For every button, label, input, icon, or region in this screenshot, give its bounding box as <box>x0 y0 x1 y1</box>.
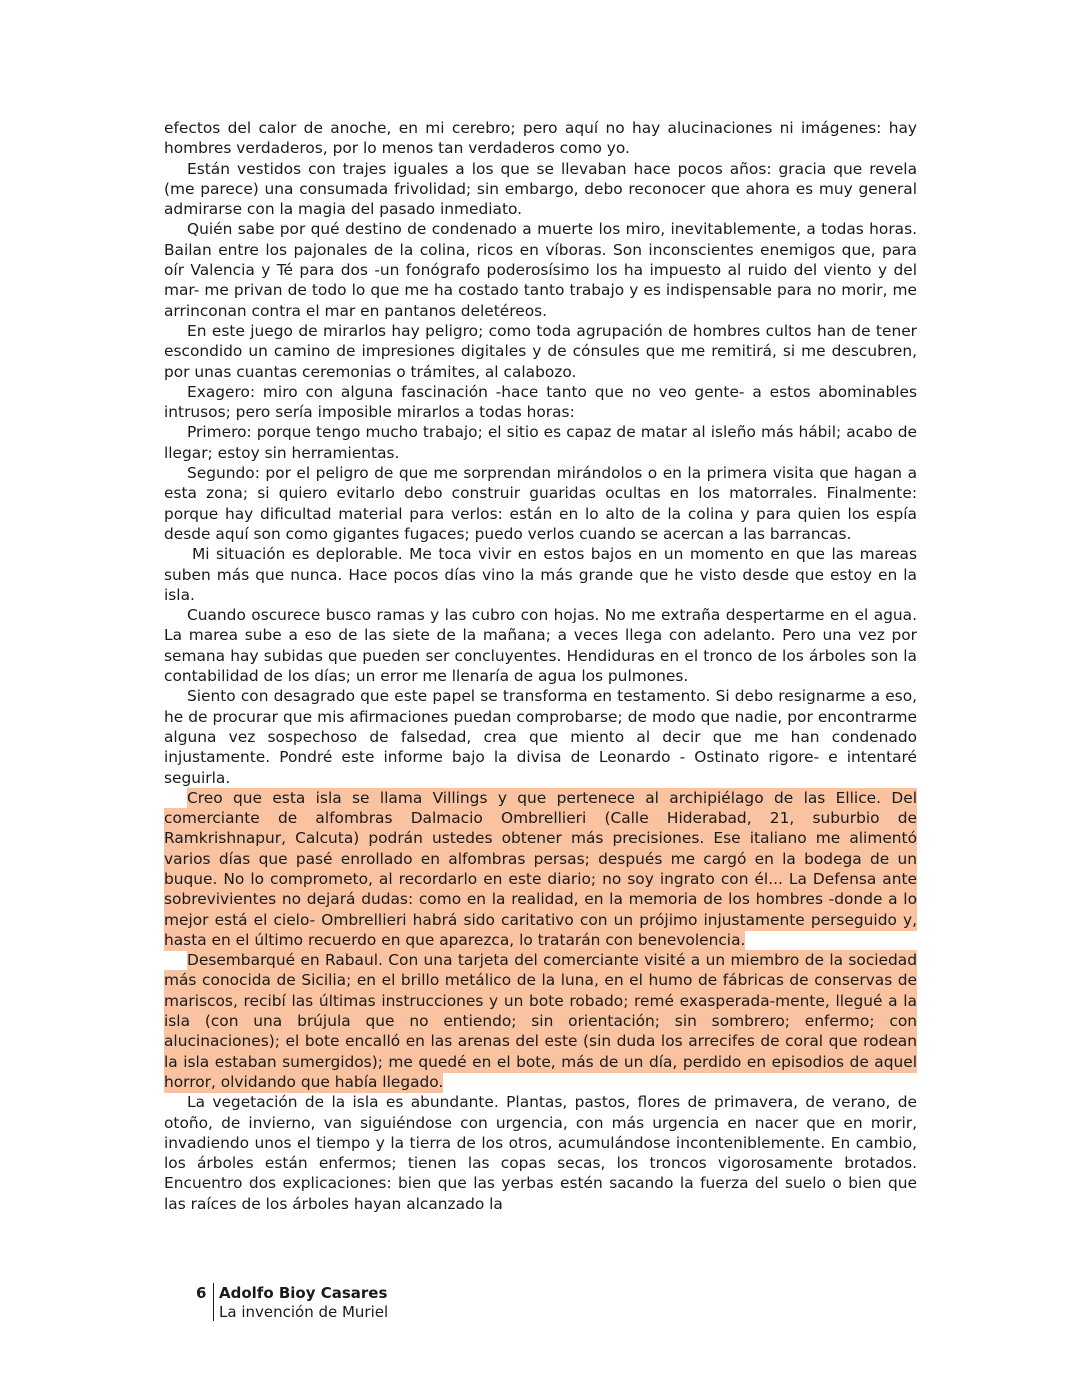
paragraph-9 <box>164 605 917 686</box>
paragraph-6-text: Primero: porque tengo mucho trabajo; el sitio es capaz de matar al isleño más hábil; acabo de llegar; estoy sin herramientas. <box>164 423 917 462</box>
paragraph-4-text: En este juego de mirarlos hay peligro; como toda agrupación de hombres cultos han de tener escondido un camino de impresiones digitales y de cónsules que me remitirá, si me descubren, por unas cuantas ceremonias o trámites, al calabozo. <box>164 321 917 381</box>
body-text <box>164 118 917 1214</box>
footer-divider <box>213 1283 214 1321</box>
highlighted-paragraph-2-text: Desembarqué en Rabaul. Con una tarjeta del comerciante visité a un miembro de la sociedad más conocida de Sicilia; en el brillo metálico de la luna, en el humo de fábricas de conservas de mariscos, recibí las últimas instrucciones y un bote robado; remé exasperada-mente, llegué a la isla (con una brújula que no entiendo; sin orientación; sin sombrero; enfermo; con alucinaciones); el bote encalló en las arenas del este (sin duda los arrecifes de coral que rodean la isla estaban sumergidos); me quedé en el bote, más de un día, perdido en episodios de aquel horror, olvidando que había llegado. <box>164 951 917 1091</box>
paragraph-10-text: Siento con desagrado que este papel se transforma en testamento. Si debo resignarme a eso, he de procurar que mis afirmaciones puedan comprobarse; de modo que nadie, por encontrarme alguna vez sospechoso de falsedad, crea que miento al decir que me han condenado injustamente. Pondré este informe bajo la divisa de Leonardo - Ostinato rigore- e intentaré seguirla. <box>164 687 917 787</box>
paragraph-7 <box>164 463 917 544</box>
highlighted-paragraph-2 <box>164 950 917 1092</box>
paragraph-10 <box>164 686 917 787</box>
highlighted-paragraph-1-text: Creo que esta isla se llama Villings y que pertenece al archipiélago de las Ellice. Del comerciante de alfombras Dalmacio Ombrellieri (Calle Hiderabad, 21, suburbio de Ramkrishnapur, Calcuta) podrán ustedes obtener más precisiones. Ese italiano me alimentó varios días que pasé enrollado en alfombras persas; después me cargó en la bodega de un buque. No lo comprometo, al recordarlo en este diario; no soy ingrato con él... La Defensa ante sobrevivientes no dejará dudas: como en la realidad, en la memoria de los hombres -donde a lo mejor está el cielo- Ombrellieri habrá sido caritativo con un prójimo injustamente perseguido y, hasta en el último recuerdo en que aparezca, lo tratarán con benevolencia. <box>164 788 917 949</box>
footer-book-title: La invención de Muriel <box>219 1303 389 1321</box>
paragraph-13 <box>164 1092 917 1214</box>
paragraph-1-text: efectos del calor de anoche, en mi cerebro; pero aquí no hay alucinaciones ni imágenes: hay hombres verdaderos, por lo menos tan verdaderos como yo. <box>164 119 917 158</box>
paragraph-6 <box>164 422 917 463</box>
paragraph-5 <box>164 382 917 423</box>
paragraph-3-text: Quién sabe por qué destino de condenado a muerte los miro, inevitablemente, a todas horas. Bailan entre los pajonales de la colina, ricos en víboras. Son inconscientes enemigos que, para oír Valencia y Té para dos -un fonógrafo poderosísimo los ha impuesto al ruido del viento y del mar- me privan de todo lo que me ha costado tanto trabajo y es indispensable para no morir, me arrinconan contra el mar en pantanos deletéreos. <box>164 220 917 320</box>
paragraph-2-text: Están vestidos con trajes iguales a los que se llevaban hace pocos años: gracia que revela (me parece) una consumada frivolidad; sin embargo, debo reconocer que ahora es muy general admirarse con la magia del pasado inmediato. <box>164 159 917 219</box>
paragraph-8 <box>164 544 917 605</box>
paragraph-4 <box>164 321 917 382</box>
paragraph-9-text: Cuando oscurece busco ramas y las cubro con hojas. No me extraña despertarme en el agua. La marea sube a eso de las siete de la mañana; a veces llega con adelanto. Pero una vez por semana hay subidas que pueden ser concluyentes. Hendiduras en el tronco de los árboles son la contabilidad de los días; un error me llenaría de agua los pulmones. <box>164 606 917 686</box>
highlighted-paragraph-1 <box>164 788 917 950</box>
paragraph-8-text: Mi situación es deplorable. Me toca vivir en estos bajos en un momento en que las mareas suben más que nunca. Hace pocos días vino la más grande que he visto desde que estoy en la isla. <box>164 545 917 604</box>
paragraph-7-text: Segundo: por el peligro de que me sorprendan mirándolos o en la primera visita que hagan a esta zona; si quiero evitarlo debo construir guaridas ocultas en los matorrales. Finalmente: porque hay dificultad material para verlos: están en lo alto de la colina y para quien los espía desde aquí son como gigantes fugaces; puedo verlos cuando se acercan a las barrancas. <box>164 464 917 543</box>
paragraph-5-text: Exagero: miro con alguna fascinación -hace tanto que no veo gente- a estos abominables intrusos; pero sería imposible mirarlos a todas horas: <box>164 382 917 422</box>
page-number: 6 <box>196 1284 207 1302</box>
footer-author: Adolfo Bioy Casares <box>219 1284 388 1302</box>
paragraph-2 <box>164 159 917 220</box>
paragraph-13-text: La vegetación de la isla es abundante. Plantas, pastos, flores de primavera, de verano, de otoño, de invierno, van siguiéndose con urgencia, con más urgencia en nacer que en morir, invadiendo unos el tiempo y la tierra de los otros, acumulándose inconteniblemente. En cambio, los árboles están enfermos; tienen las copas secas, los troncos vigorosamente brotados. Encuentro dos explicaciones: bien que las yerbas estén sacando la fuerza del suelo o bien que las raíces de los árboles hayan alcanzado la <box>164 1093 917 1213</box>
paragraph-1 <box>164 118 917 159</box>
paragraph-3 <box>164 219 917 320</box>
